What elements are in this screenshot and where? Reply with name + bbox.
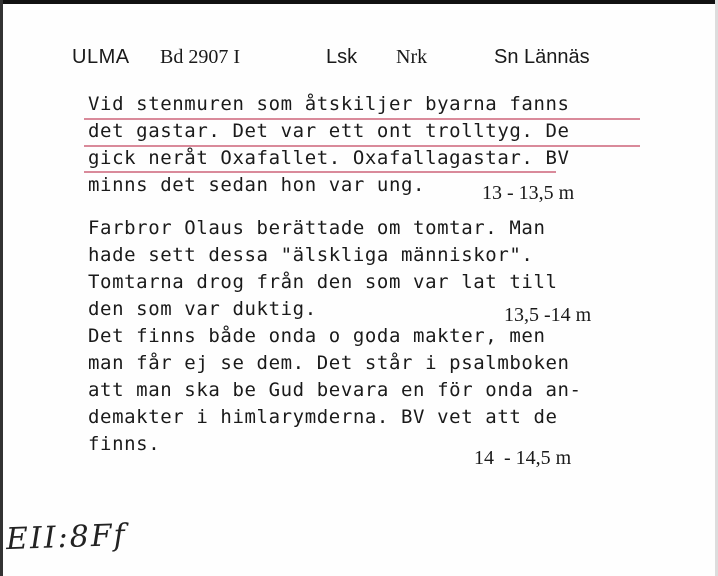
archive-code: ULMA [72, 46, 130, 68]
text-line: Det finns både onda o goda makter, men [88, 325, 546, 347]
hundred-code: Nrk [396, 46, 428, 68]
text-line: Vid stenmuren som åtskiljer byarna fanns [88, 93, 570, 115]
handwritten-signature: EII:8Ff [5, 517, 128, 558]
text-line: det gastar. Det var ett ont trolltyg. De [88, 120, 570, 142]
parish-name: Sn Lännäs [494, 46, 590, 68]
text-line: finns. [88, 433, 161, 455]
reel-reference: 14 - 14,5 m [474, 447, 572, 469]
reel-reference: 13 - 13,5 m [482, 182, 575, 204]
card-header [72, 46, 692, 80]
card-top-edge [0, 0, 718, 4]
text-line: att man ska be Gud bevara en för onda an- [88, 379, 582, 401]
card-left-edge [0, 0, 3, 576]
volume-number: Bd 2907 I [160, 46, 240, 68]
province-code: Lsk [326, 46, 358, 68]
text-line: hade sett dessa "älskliga människor". [88, 244, 534, 266]
text-line: demakter i himlarymderna. BV vet att de [88, 406, 558, 428]
reel-reference: 13,5 -14 m [504, 304, 592, 326]
text-line: gick neråt Oxafallet. Oxafallagastar. BV [88, 147, 570, 169]
text-line: minns det sedan hon var ung. [88, 174, 426, 196]
text-line: man får ej se dem. Det står i psalmboken [88, 352, 570, 374]
text-line: den som var duktig. [88, 298, 317, 320]
text-line: Farbror Olaus berättade om tomtar. Man [88, 217, 546, 239]
text-line: Tomtarna drog från den som var lat till [88, 271, 558, 293]
